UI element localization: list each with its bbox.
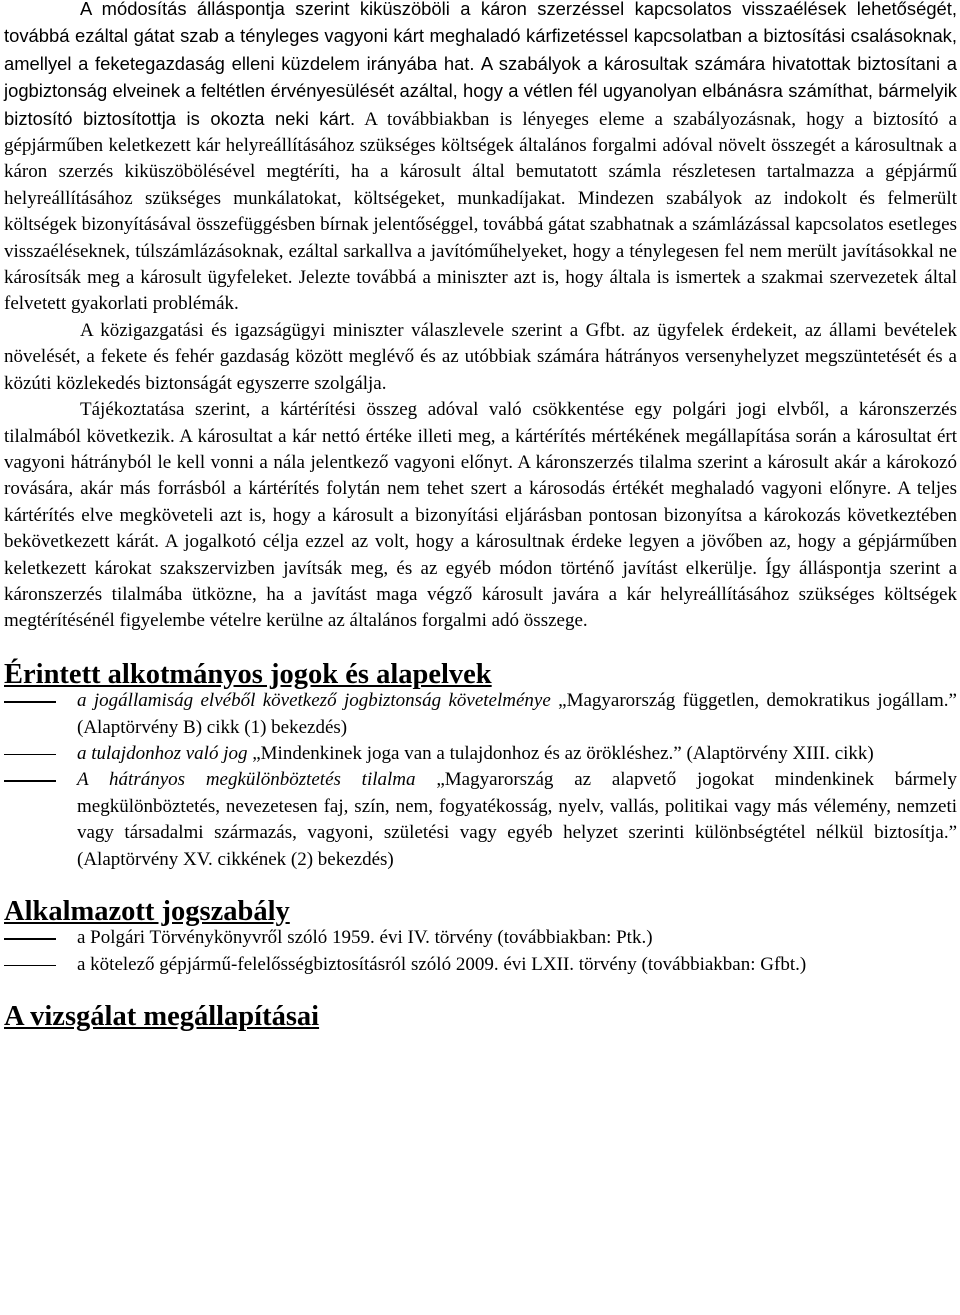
paragraph-minister-reply: A közigazgatási és igazságügyi miniszter válaszlevele szerint a Gfbt. az ügyfelek érdekeit, az állami bevételek növelését, a fekete és fehér gazdaság között meglévő és az utóbbiak számára hátrányos versenyhelyzet megszüntetését és a közúti közlekedés biztonságát egyszerre szolgálja.	[4, 319, 957, 394]
right-term: a jogállamiság elvéből következő jogbiztonság követelménye	[77, 690, 551, 712]
right-text: „Mindenkinek joga van a tulajdonhoz és az örökléshez.” (Alaptörvény XIII. cikk)	[252, 742, 874, 764]
law-text: a kötelező gépjármű-felelősségbiztosításról szóló 2009. évi LXII. törvény (továbbiakban: Gfbt.)	[77, 953, 807, 975]
rights-list	[4, 688, 957, 873]
paragraph-text-serif: A továbbiakban is lényeges eleme a szabályozásnak, hogy a biztosító a gépjárműben keletkezett kár helyreállításához szükséges költségek általános forgalmi adóval növelt összegét a károsultnak a káron szerzés kiküszöbölésével megtéríti, ha a károsult által bemutatott számla részletesen tartalmazza a gépjármű helyreállításához szükséges munkálatokat, költségeket, munkadíjakat. Mindezen szabályok az indokolt és felmerült költségek bizonyításával összefüggésben bírnak jelentőséggel, továbbá gátat szabhatnak a számlázással kapcsolatos esetleges visszaéléseknek, túlszámlázásoknak, ezáltal sarkallva a javítóműhelyeket, hogy a ténylegesen fel nem merült javításokkal ne károsítsák meg a károsult ügyfeleket. Jelezte továbbá a miniszter azt is, hogy általa is ismertek a szakmai szervezetek által felvetett gyakorlati problémák.	[4, 108, 957, 315]
paragraph-text-sans-a: A módosítás álláspontja szerint kiküszöböli a káron szerzéssel kapcsolatos visszaélések lehetőségét, továbbá ezáltal gátat szab a tényleges vagyoni kárt meghaladó kárfizetéssel kapcsolatban a biztosítási csalásoknak, amellyel a feketegazdaság elleni küzdelem irányába hat.	[4, 0, 957, 74]
list-item	[4, 952, 957, 978]
list-item	[4, 767, 957, 873]
law-text: a Polgári Törvénykönyvről szóló 1959. évi IV. törvény (továbbiakban: Ptk.)	[77, 927, 653, 949]
paragraph-text-sans-b: A szabályok a károsultak számára hivatottak biztosítani a jogbiztonság elveinek a feltétlen érvényesülését azáltal, hogy a vétlen fél ugyanolyan elbánásra számíthat, bármelyik biztosító biztosítottja is okozta neki kárt.	[4, 52, 957, 129]
laws-list	[4, 925, 957, 978]
heading-applied-law: Alkalmazott jogszabály	[4, 896, 290, 927]
list-item	[4, 741, 957, 767]
list-item	[4, 688, 957, 741]
right-term: a tulajdonhoz való jog	[77, 742, 248, 764]
paragraph-amendment-position	[4, 0, 957, 318]
list-item	[4, 925, 957, 951]
right-term: A hátrányos megkülönböztetés tilalma	[77, 769, 416, 791]
paragraph-information: Tájékoztatása szerint, a kártérítési összeg adóval való csökkentése egy polgári jogi elvből, a káronszerzés tilalmából következik. A károsultat a kár nettó értéke illeti meg, a kártérítés mértékének megállapítása során a károsultat ért vagyoni hátrányból le kell vonni a nála jelentkező vagyoni előnyt. A káronszerzés tilalma szerint a károsult akár a károkozó rovására, akár más forrásból a kártérítés folytán nem tehet szert a károsodás értékét meghaladó vagyoni előnyre. A teljes kártérítés elve megköveteli azt is, hogy a károsult a bizonyítási eljárásban pontosan bizonyítsa a károkozás következtében bekövetkezett kárát. A jogalkotó célja ezzel az volt, hogy a károsultnak érdeke legyen a jövőben az, hogy a gépjárműben keletkezett károkat szakszervizben javítsák meg, és az egyéb módon történő javítást elkerülje. Így álláspontja szerint a káronszerzés tilalmába ütközne, ha a javítást maga végző károsult javára a kár helyreállításához szükséges költségek megtérítésénél figyelembe vételre kerülne az általános forgalmi adó összege.	[4, 399, 957, 632]
right-text: „Magyarország független, demokratikus jogállam.” (Alaptörvény B) cikk (1) bekezdés)	[77, 690, 957, 738]
heading-findings: A vizsgálat megállapításai	[4, 1001, 320, 1033]
right-text: „Magyarország az alapvető jogokat mindenkinek bármely megkülönböztetés, nevezetesen faj, szín, nem, fogyatékosság, nyelv, vallás, politikai vagy más vélemény, nemzeti vagy társadalmi származás, vagyoni, születési vagy egyéb helyzet szerinti különbségtétel nélkül biztosítja.” (Alaptörvény XV. cikkének (2) bekezdés)	[77, 769, 957, 870]
heading-constitutional-rights: Érintett alkotmányos jogok és alapelvek	[4, 658, 492, 690]
document-page	[4, 0, 957, 1031]
